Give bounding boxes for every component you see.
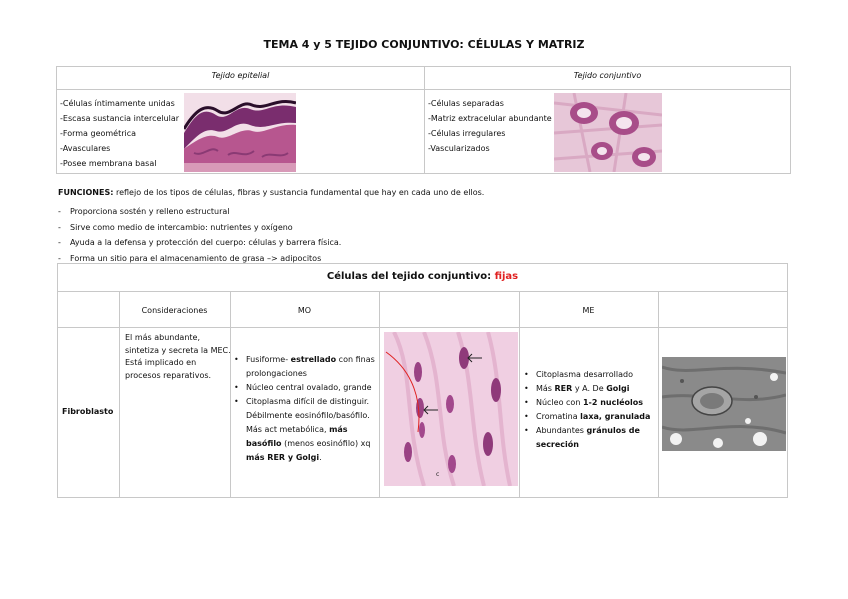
epithelial-micrograph: [184, 93, 296, 172]
list-item: -Células irregulares: [428, 129, 506, 138]
list-item: -Avasculares: [60, 144, 111, 153]
header-me: ME: [582, 306, 595, 315]
cells-table: [57, 263, 788, 498]
functions-intro-text: reflejo de los tipos de células, fibras y sustancia fundamental que hay en cada uno de ellos.: [113, 188, 485, 197]
list-item: -Posee membrana basal: [60, 159, 157, 168]
list-item: -Matriz extracelular abundante: [428, 114, 552, 123]
list-item: • Cromatina laxa, granulada: [524, 412, 651, 421]
list-item: • Fusiforme- estrellado con finas prolongaciones: [234, 355, 375, 378]
functions-label: FUNCIONES:: [58, 188, 114, 197]
mo-list: [234, 353, 376, 465]
fibroblast-mo-micrograph: [384, 332, 518, 486]
list-item: - Forma un sitio para el almacenamiento de grasa –> adipocitos: [58, 253, 322, 263]
list-item: -Células íntimamente unidas: [60, 99, 175, 108]
list-item: • Núcleo central ovalado, grande: [234, 383, 372, 392]
list-item: - Proporciona sostén y relleno estructural: [58, 207, 230, 216]
list-item: • Abundantes gránulos de secreción: [524, 426, 640, 449]
connective-list: [428, 96, 552, 156]
micrograph-label: c: [436, 471, 440, 478]
list-item: - Ayuda a la defensa y protección del cuerpo: células y barrera física.: [58, 238, 342, 247]
list-item: • Citoplasma difícil de distinguir. Débilmente eosinófilo/basófilo. Más act metabólica, más basófilo (menos eosinófilo) xq más RER y Golgi.: [234, 397, 371, 462]
list-item: -Escasa sustancia intercelular: [60, 114, 180, 123]
comparison-table: [56, 66, 791, 174]
epithelial-list: [60, 96, 179, 171]
header-consideraciones: Consideraciones: [141, 306, 208, 315]
list-item: • Más RER y A. De Golgi: [524, 384, 630, 393]
connective-micrograph: [554, 93, 662, 172]
list-item: • Citoplasma desarrollado: [524, 370, 633, 379]
me-list: [524, 368, 656, 452]
title-highlight: fijas: [494, 271, 519, 282]
considerations-text: El más abundante, sintetiza y secreta la MEC. Está implicado en procesos reparativos.: [125, 333, 231, 380]
list-item: -Vascularizados: [428, 144, 490, 153]
list-item: -Células separadas: [428, 99, 504, 108]
epithelial-header: Tejido epitelial: [211, 71, 270, 80]
functions-intro: [58, 188, 484, 197]
connective-header: Tejido conjuntivo: [573, 71, 642, 80]
fibroblast-me-micrograph: [662, 357, 786, 451]
header-mo: MO: [297, 306, 312, 315]
functions-list: [58, 204, 341, 266]
document-title: TEMA 4 y 5 TEJIDO CONJUNTIVO: CÉLULAS Y MATRIZ: [263, 38, 585, 51]
list-item: • Núcleo con 1-2 nucléolos: [524, 398, 643, 407]
cells-table-title: Células del tejido conjuntivo: fijas: [326, 271, 519, 282]
list-item: -Forma geométrica: [60, 129, 137, 138]
row-name: Fibroblasto: [62, 407, 114, 416]
list-item: - Sirve como medio de intercambio: nutrientes y oxígeno: [58, 222, 293, 232]
